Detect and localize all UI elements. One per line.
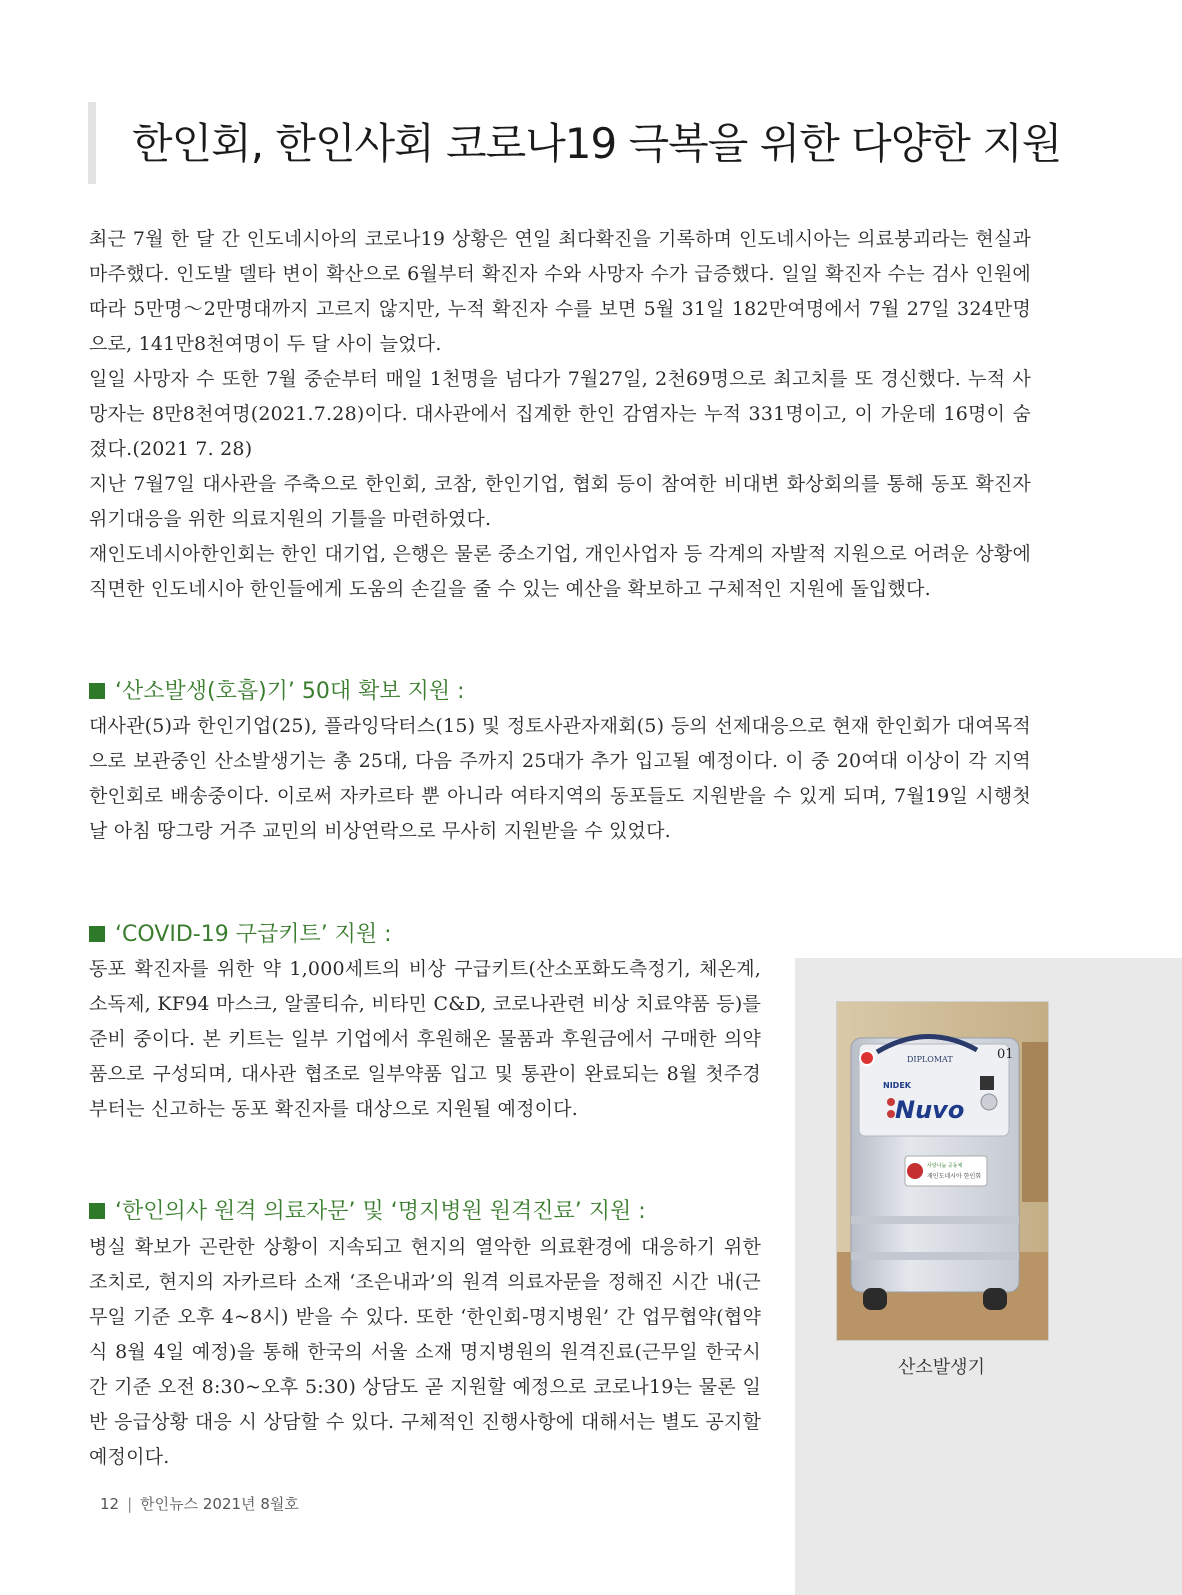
section-body-telemedicine: 병실 확보가 곤란한 상황이 지속되고 현지의 열악한 의료환경에 대응하기 위한 조치로, 현지의 자카르타 소재 ‘조은내과’의 원격 의료자문을 정해진 시간 내(근무일 기준 오후 4~8시) 받을 수 있다. 또한 ‘한인회-명지병원’ 간 업무협약(협약식 8월 4일 예정)을 통해 한국의 서울 소재 명지병원의 원격진료(근무일 한국시간 기준 오전 8:30~오후 5:30) 상담도 곧 지원할 예정으로 코로나19는 물론 일반 응급상황 대응 시 상담할 수 있다. 구체적인 진행사항에 대해서는 별도 공지할 예정이다. xyxy=(89,1236,761,1468)
device-model-label: Nuvo xyxy=(895,1096,965,1124)
oxygen-concentrator-photo xyxy=(836,1001,1049,1341)
device-sticker-small-label: 사랑나눔 공동체 xyxy=(927,1163,963,1169)
photo-caption: 산소발생기 xyxy=(898,1357,985,1378)
publication-name: 한인뉴스 2021년 8월호 xyxy=(140,1495,299,1513)
section-heading-telemedicine-text: ‘한인의사 원격 의료자문’ 및 ‘명지병원 원격진료’ 지원 : xyxy=(115,1199,646,1224)
page-title: 한인회, 한인사회 코로나19 극복을 위한 다양한 지원 xyxy=(132,119,1062,168)
intro-paragraph-2: 일일 사망자 수 또한 7월 중순부터 매일 1천명을 넘다가 7월27일, 2천69명으로 최고치를 또 경신했다. 누적 사망자는 8만8천여명(2021.7.28)이다. 대사관에서 집계한 한인 감염자는 누적 331명이고, 이 가운데 16명이 숨졌다.(2021 7. 28) xyxy=(89,368,1031,460)
section-heading-kit xyxy=(89,920,392,950)
bullet-square-icon xyxy=(89,683,105,699)
bullet-square-icon xyxy=(89,1203,105,1219)
device-number-label: 01 xyxy=(997,1047,1014,1062)
oxygen-concentrator-illustration xyxy=(837,1002,1048,1340)
section-body-oxygen: 대사관(5)과 한인기업(25), 플라잉닥터스(15) 및 정토사관자재회(5) 등의 선제대응으로 현재 한인회가 대여목적으로 보관중인 산소발생기는 총 25대, 다음 주까지 25대가 추가 입고될 예정이다. 이 중 20여대 이상이 각 지역한인회로 배송중이다. 이로써 자카르타 뿐 아니라 여타지역의 동포들도 지원받을 수 있게 되며, 7월19일 시행첫날 아침 땅그랑 거주 교민의 비상연락으로 무사히 지원받을 수 있었다. xyxy=(89,715,1031,842)
device-sticker-label: 재인도네시아 한인회 xyxy=(927,1173,982,1180)
section-body-kit: 동포 확진자를 위한 약 1,000세트의 비상 구급키트(산소포화도측정기, 체온계, 소독제, KF94 마스크, 알콜티슈, 비타민 C&D, 코로나관련 비상 치료약품 등)를 준비 중이다. 본 키트는 일부 기업에서 후원해온 물품과 후원금에서 구매한 의약품으로 구성되며, 대사관 협조로 일부약품 입고 및 통관이 완료되는 8월 첫주경부터는 신고하는 동포 확진자를 대상으로 지원될 예정이다. xyxy=(89,958,761,1120)
title-accent-bar xyxy=(88,102,96,184)
intro-paragraph-4: 재인도네시아한인회는 한인 대기업, 은행은 물론 중소기업, 개인사업자 등 각계의 자발적 지원으로 어려운 상황에 직면한 인도네시아 한인들에게 도움의 손길을 줄 수 있는 예산을 확보하고 구체적인 지원에 돌입했다. xyxy=(89,543,1031,600)
page-number: 12 xyxy=(100,1495,120,1513)
bullet-square-icon xyxy=(89,926,105,942)
intro-paragraph-1: 최근 7월 한 달 간 인도네시아의 코로나19 상황은 연일 최다확진을 기록하며 인도네시아는 의료붕괴라는 현실과 마주했다. 인도발 델타 변이 확산으로 6월부터 확진자 수와 사망자 수가 급증했다. 일일 확진자 수는 검사 인원에 따라 5만명～2만명대까지 고르지 않지만, 누적 확진자 수를 보면 5월 31일 182만여명에서 7월 27일 324만명으로, 141만8천여명이 두 달 사이 늘었다. xyxy=(89,228,1031,355)
section-heading-kit-text: ‘COVID-19 구급키트’ 지원 : xyxy=(115,922,392,947)
device-top-label: DIPLOMAT xyxy=(907,1055,953,1064)
section-heading-telemedicine xyxy=(89,1197,646,1227)
section-heading-oxygen-text: ‘산소발생(호흡)기’ 50대 확보 지원 : xyxy=(115,679,465,704)
device-brand-label: NIDEK xyxy=(883,1081,911,1090)
section-heading-oxygen xyxy=(89,677,465,707)
footer-separator: | xyxy=(127,1495,133,1513)
intro-paragraph-3: 지난 7월7일 대사관을 주축으로 한인회, 코참, 한인기업, 협회 등이 참여한 비대변 화상회의를 통해 동포 확진자 위기대응을 위한 의료지원의 기틀을 마련하였다. xyxy=(89,473,1031,530)
page-footer xyxy=(100,1493,299,1514)
